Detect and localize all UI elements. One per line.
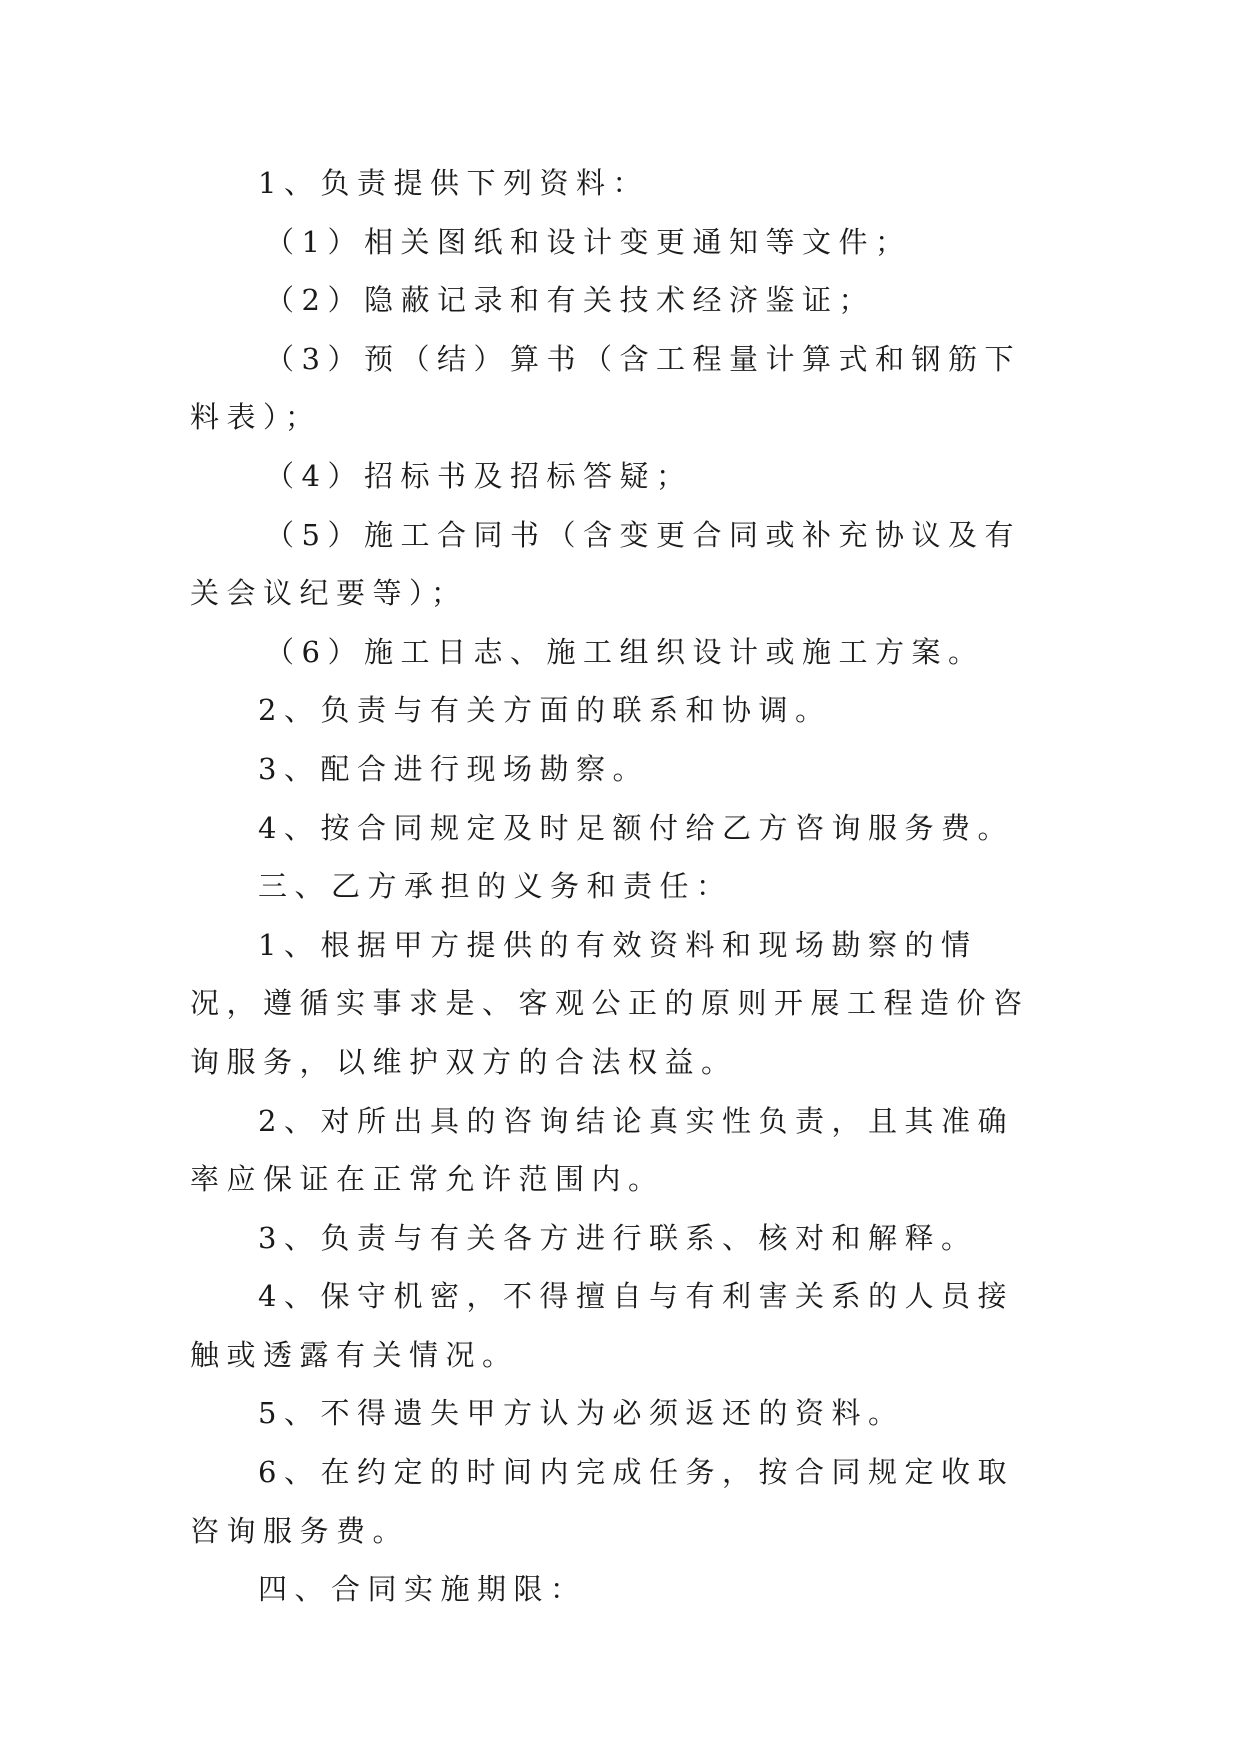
paragraph-duty-3: 3、负责与有关各方进行联系、核对和解释。	[258, 1220, 978, 1255]
paragraph-sub-3: （3）预（结）算书（含工程量计算式和钢筋下料表）；	[190, 341, 1021, 435]
paragraph-duty-4: 4、保守机密，不得擅自与有利害关系的人员接触或透露有关情况。	[190, 1279, 1014, 1372]
paragraph-item-3: 3、配合进行现场勘察。	[258, 751, 649, 786]
paragraph-duty-6: 6、在约定的时间内完成任务，按合同规定收取咨询服务费。	[190, 1455, 1014, 1548]
paragraph-item-1: 1、负责提供下列资料：	[258, 166, 649, 200]
paragraph-sub-6: （6）施工日志、施工组织设计或施工方案。	[265, 634, 985, 669]
paragraph-duty-5: 5、不得遗失甲方认为必须返还的资料。	[258, 1396, 905, 1431]
paragraph-duty-1: 1、根据甲方提供的有效资料和现场勘察的情况，遵循实事求是、客观公正的原则开展工程造价咨询服务，以维护双方的合法权益。	[190, 927, 1030, 1079]
paragraph-sub-4: （4）招标书及招标答疑；	[265, 458, 693, 493]
paragraph-item-4: 4、按合同规定及时足额付给乙方咨询服务费。	[258, 810, 1014, 845]
document-body	[190, 154, 1050, 1619]
paragraph-item-2: 2、负责与有关方面的联系和协调。	[258, 693, 832, 728]
paragraph-sub-1: （1）相关图纸和设计变更通知等文件；	[265, 224, 912, 259]
section-heading-3: 三、乙方承担的义务和责任：	[258, 869, 733, 904]
paragraph-duty-2: 2、对所出具的咨询结论真实性负责，且其准确率应保证在正常允许范围内。	[190, 1103, 1014, 1197]
paragraph-sub-5: （5）施工合同书（含变更合同或补充协议及有关会议纪要等）；	[190, 517, 1021, 611]
paragraph-sub-2: （2）隐蔽记录和有关技术经济鉴证；	[265, 283, 875, 318]
section-heading-4: 四、合同实施期限：	[258, 1572, 587, 1607]
